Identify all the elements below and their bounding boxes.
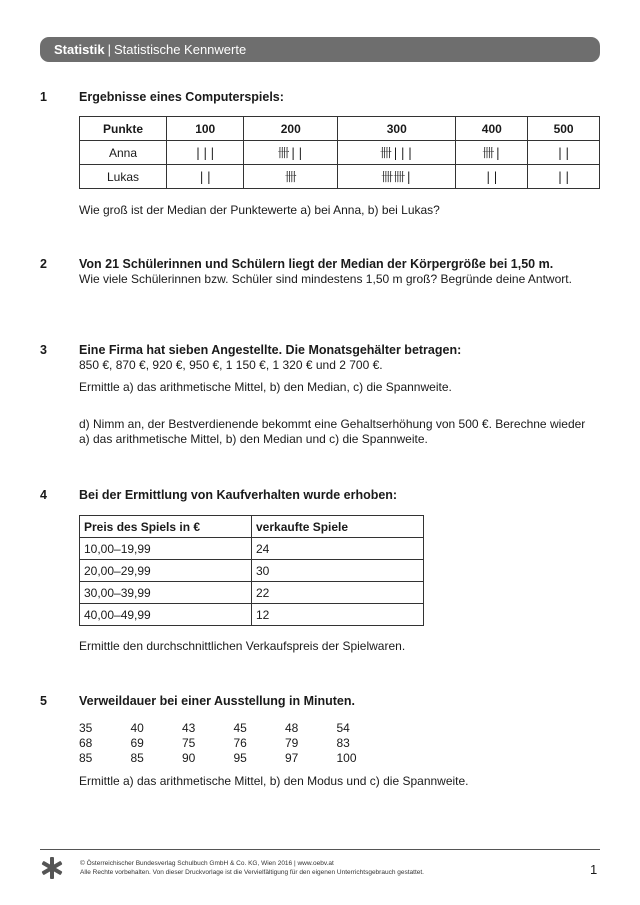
value-row [79,751,388,766]
header-section: Statistik [54,42,105,57]
tally-cell: || [528,141,600,165]
value-cell: 35 [79,721,93,735]
value-cell: 43 [182,721,196,735]
task3-question-2b: a) das arithmetische Mittel, b) den Median und c) die Spannweite. [79,432,428,446]
task5-question: Ermittle a) das arithmetische Mittel, b) den Modus und c) die Spannweite. [79,774,469,788]
value-cell: 76 [233,736,247,750]
task5-title: Verweildauer bei einer Ausstellung in Minuten. [79,694,355,708]
table-header-cell: Punkte [80,117,167,141]
task4-question: Ermittle den durchschnittlichen Verkaufspreis der Spielwaren. [79,639,406,653]
table-header-row [80,117,600,141]
task4-number: 4 [40,488,47,502]
value-cell: 85 [79,751,93,765]
task1-number: 1 [40,90,47,104]
price-cell: 30,00–39,99 [80,582,252,604]
table-row [80,604,424,626]
task1-question: Wie groß ist der Median der Punktewerte a) bei Anna, b) bei Lukas? [79,203,440,217]
footer-copyright [80,859,424,877]
table-header-row [80,516,424,538]
task3-question-2a: d) Nimm an, der Bestverdienende bekommt eine Gehaltserhöhung von 500 €. Berechne wieder [79,417,586,431]
count-cell: 24 [252,538,424,560]
row-name: Lukas [80,165,167,189]
value-cell: 85 [130,751,144,765]
table-row [80,141,600,165]
task4-table [79,515,424,626]
tally-cell: 卌 [244,165,338,189]
value-cell: 83 [336,736,350,750]
task1-table [79,116,600,189]
publisher-logo-icon [40,856,64,880]
task5-number: 5 [40,694,47,708]
tally-cell: 卌卌| [338,165,456,189]
tally-cell: 卌|| [244,141,338,165]
table-header-cell: 300 [338,117,456,141]
table-header-cell: verkaufte Spiele [252,516,424,538]
value-row [79,721,388,736]
value-cell: 95 [233,751,247,765]
task3-title: Eine Firma hat sieben Angestellte. Die Monatsgehälter betragen: [79,343,462,357]
value-cell: 48 [285,721,299,735]
value-cell: 68 [79,736,93,750]
count-cell: 30 [252,560,424,582]
header-bar [40,37,600,62]
value-cell: 100 [336,751,357,765]
count-cell: 12 [252,604,424,626]
task2-title: Von 21 Schülerinnen und Schülern liegt der Median der Körpergröße bei 1,50 m. [79,257,554,271]
task4-title: Bei der Ermittlung von Kaufverhalten wurde erhoben: [79,488,398,502]
table-row [80,165,600,189]
value-cell: 69 [130,736,144,750]
table-header-cell: 500 [528,117,600,141]
tally-cell: || [528,165,600,189]
table-row [80,538,424,560]
task3-number: 3 [40,343,47,357]
task5-value-grid [79,721,388,766]
tally-cell: || [456,165,528,189]
value-cell: 45 [233,721,247,735]
task3-values: 850 €, 870 €, 920 €, 950 €, 1 150 €, 1 320 € und 2 700 €. [79,358,383,372]
value-cell: 79 [285,736,299,750]
table-header-cell: 400 [456,117,528,141]
header-separator: | [107,42,111,57]
price-cell: 10,00–19,99 [80,538,252,560]
table-header-cell: Preis des Spiels in € [80,516,252,538]
tally-cell: ||| [167,141,244,165]
value-cell: 54 [336,721,350,735]
table-header-cell: 100 [167,117,244,141]
tally-cell: || [167,165,244,189]
value-cell: 97 [285,751,299,765]
count-cell: 22 [252,582,424,604]
tally-cell: 卌||| [338,141,456,165]
task2-text: Wie viele Schülerinnen bzw. Schüler sind mindestens 1,50 m groß? Begründe deine Antwort. [79,272,572,286]
price-cell: 40,00–49,99 [80,604,252,626]
row-name: Anna [80,141,167,165]
task2-number: 2 [40,257,47,271]
price-cell: 20,00–29,99 [80,560,252,582]
value-cell: 75 [182,736,196,750]
table-header-cell: 200 [244,117,338,141]
value-row [79,736,388,751]
tally-cell: 卌| [456,141,528,165]
value-cell: 90 [182,751,196,765]
header-subtitle: Statistische Kennwerte [113,42,247,57]
footer-line-2: Alle Rechte vorbehalten. Von dieser Druckvorlage ist die Vervielfältigung für den eigenen Unterrichtsgebrauch gestattet. [80,869,424,876]
footer-line-1: © Österreichischer Bundesverlag Schulbuch GmbH & Co. KG, Wien 2016 | www.oebv.at [80,860,334,867]
table-row [80,582,424,604]
task1-title: Ergebnisse eines Computerspiels: [79,90,284,104]
value-cell: 40 [130,721,144,735]
page-number: 1 [590,862,598,877]
task3-question-1: Ermittle a) das arithmetische Mittel, b) den Median, c) die Spannweite. [79,380,452,394]
footer-divider [40,849,600,850]
table-row [80,560,424,582]
